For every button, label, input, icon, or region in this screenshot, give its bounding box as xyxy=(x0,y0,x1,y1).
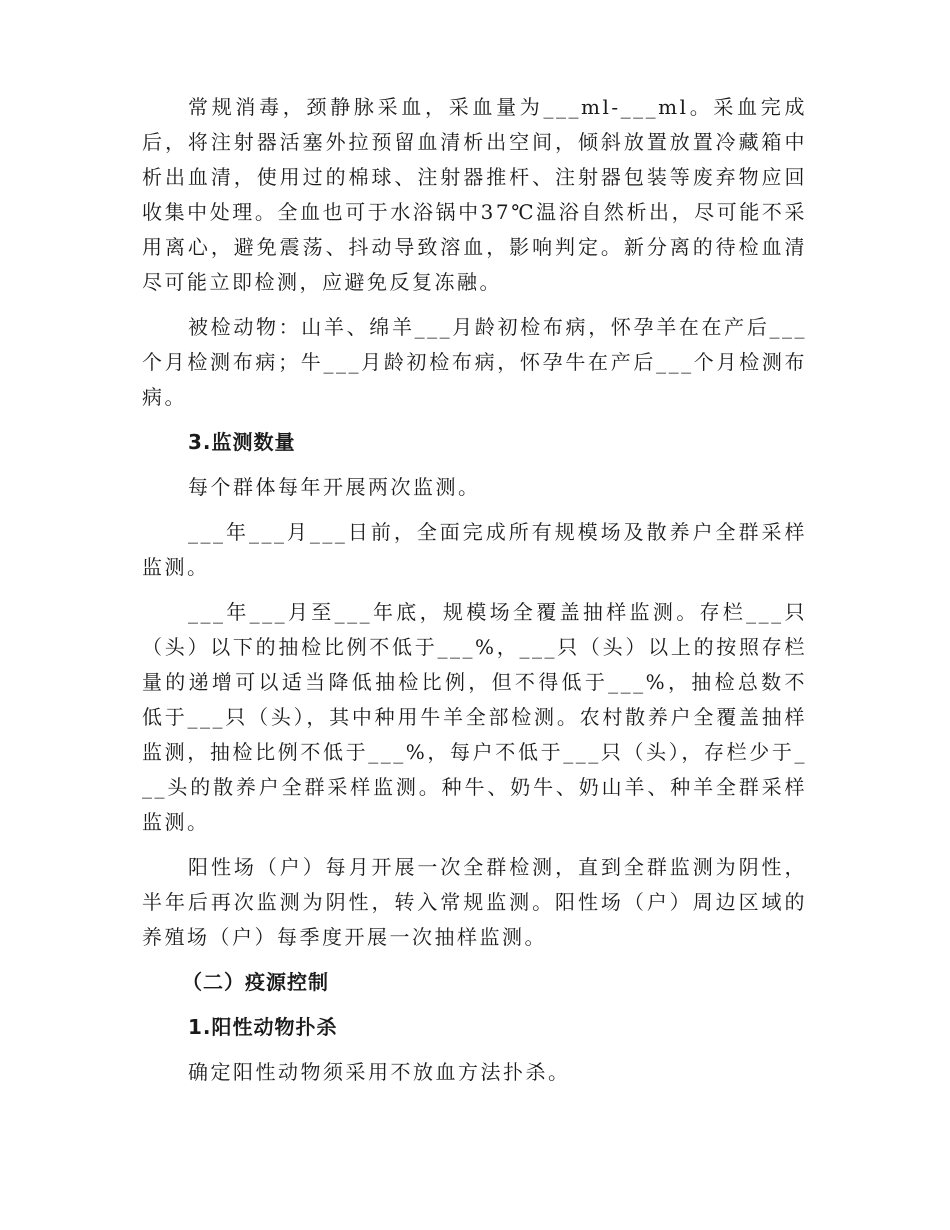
paragraph-positive-farms: 阳性场（户）每月开展一次全群检测，直到全群监测为阴性，半年后再次监测为阴性，转入常规监测。阳性场（户）周边区域的养殖场（户）每季度开展一次抽样监测。 xyxy=(142,855,807,949)
paragraph-deadline: ___年___月___日前，全面完成所有规模场及散养户全群采样监测。 xyxy=(142,520,807,579)
paragraph-twice-yearly: 每个群体每年开展两次监测。 xyxy=(188,475,481,499)
document-body xyxy=(142,90,807,1100)
heading-source-control: （二）疫源控制 xyxy=(182,970,329,994)
paragraph-test-animals: 被检动物：山羊、绵羊___月龄初检布病，怀孕羊在在产后___个月检测布病；牛___月龄初检布病，怀孕牛在产后___个月检测布病。 xyxy=(142,315,807,409)
paragraph-culling-method: 确定阳性动物须采用不放血方法扑杀。 xyxy=(188,1060,571,1084)
paragraph-blood-collection: 常规消毒，颈静脉采血，采血量为___ml-___ml。采血完成后，将注射器活塞外拉预留血清析出空间，倾斜放置放置冷藏箱中析出血清，使用过的棉球、注射器推杆、注射器包装等废弃物应回收集中处理。全血也可于水浴锅中37℃温浴自然析出，尽可能不采用离心，避免震荡、抖动导致溶血，影响判定。新分离的待检血清尽可能立即检测，应避免反复冻融。 xyxy=(142,95,807,294)
heading-monitoring-quantity: 3.监测数量 xyxy=(188,430,296,454)
heading-positive-culling: 1.阳性动物扑杀 xyxy=(188,1015,338,1039)
paragraph-sampling-ratio: ___年___月至___年底，规模场全覆盖抽样监测。存栏___只（头）以下的抽检比例不低于___%，___只（头）以上的按照存栏量的递增可以适当降低抽检比例，但不得低于___%，抽检总数不低于___只（头），其中种用牛羊全部检测。农村散养户全覆盖抽样监测，抽检比例不低于___%，每户不低于___只（头），存栏少于___头的散养户全群采样监测。种牛、奶牛、奶山羊、种羊全群采样监测。 xyxy=(142,600,807,834)
